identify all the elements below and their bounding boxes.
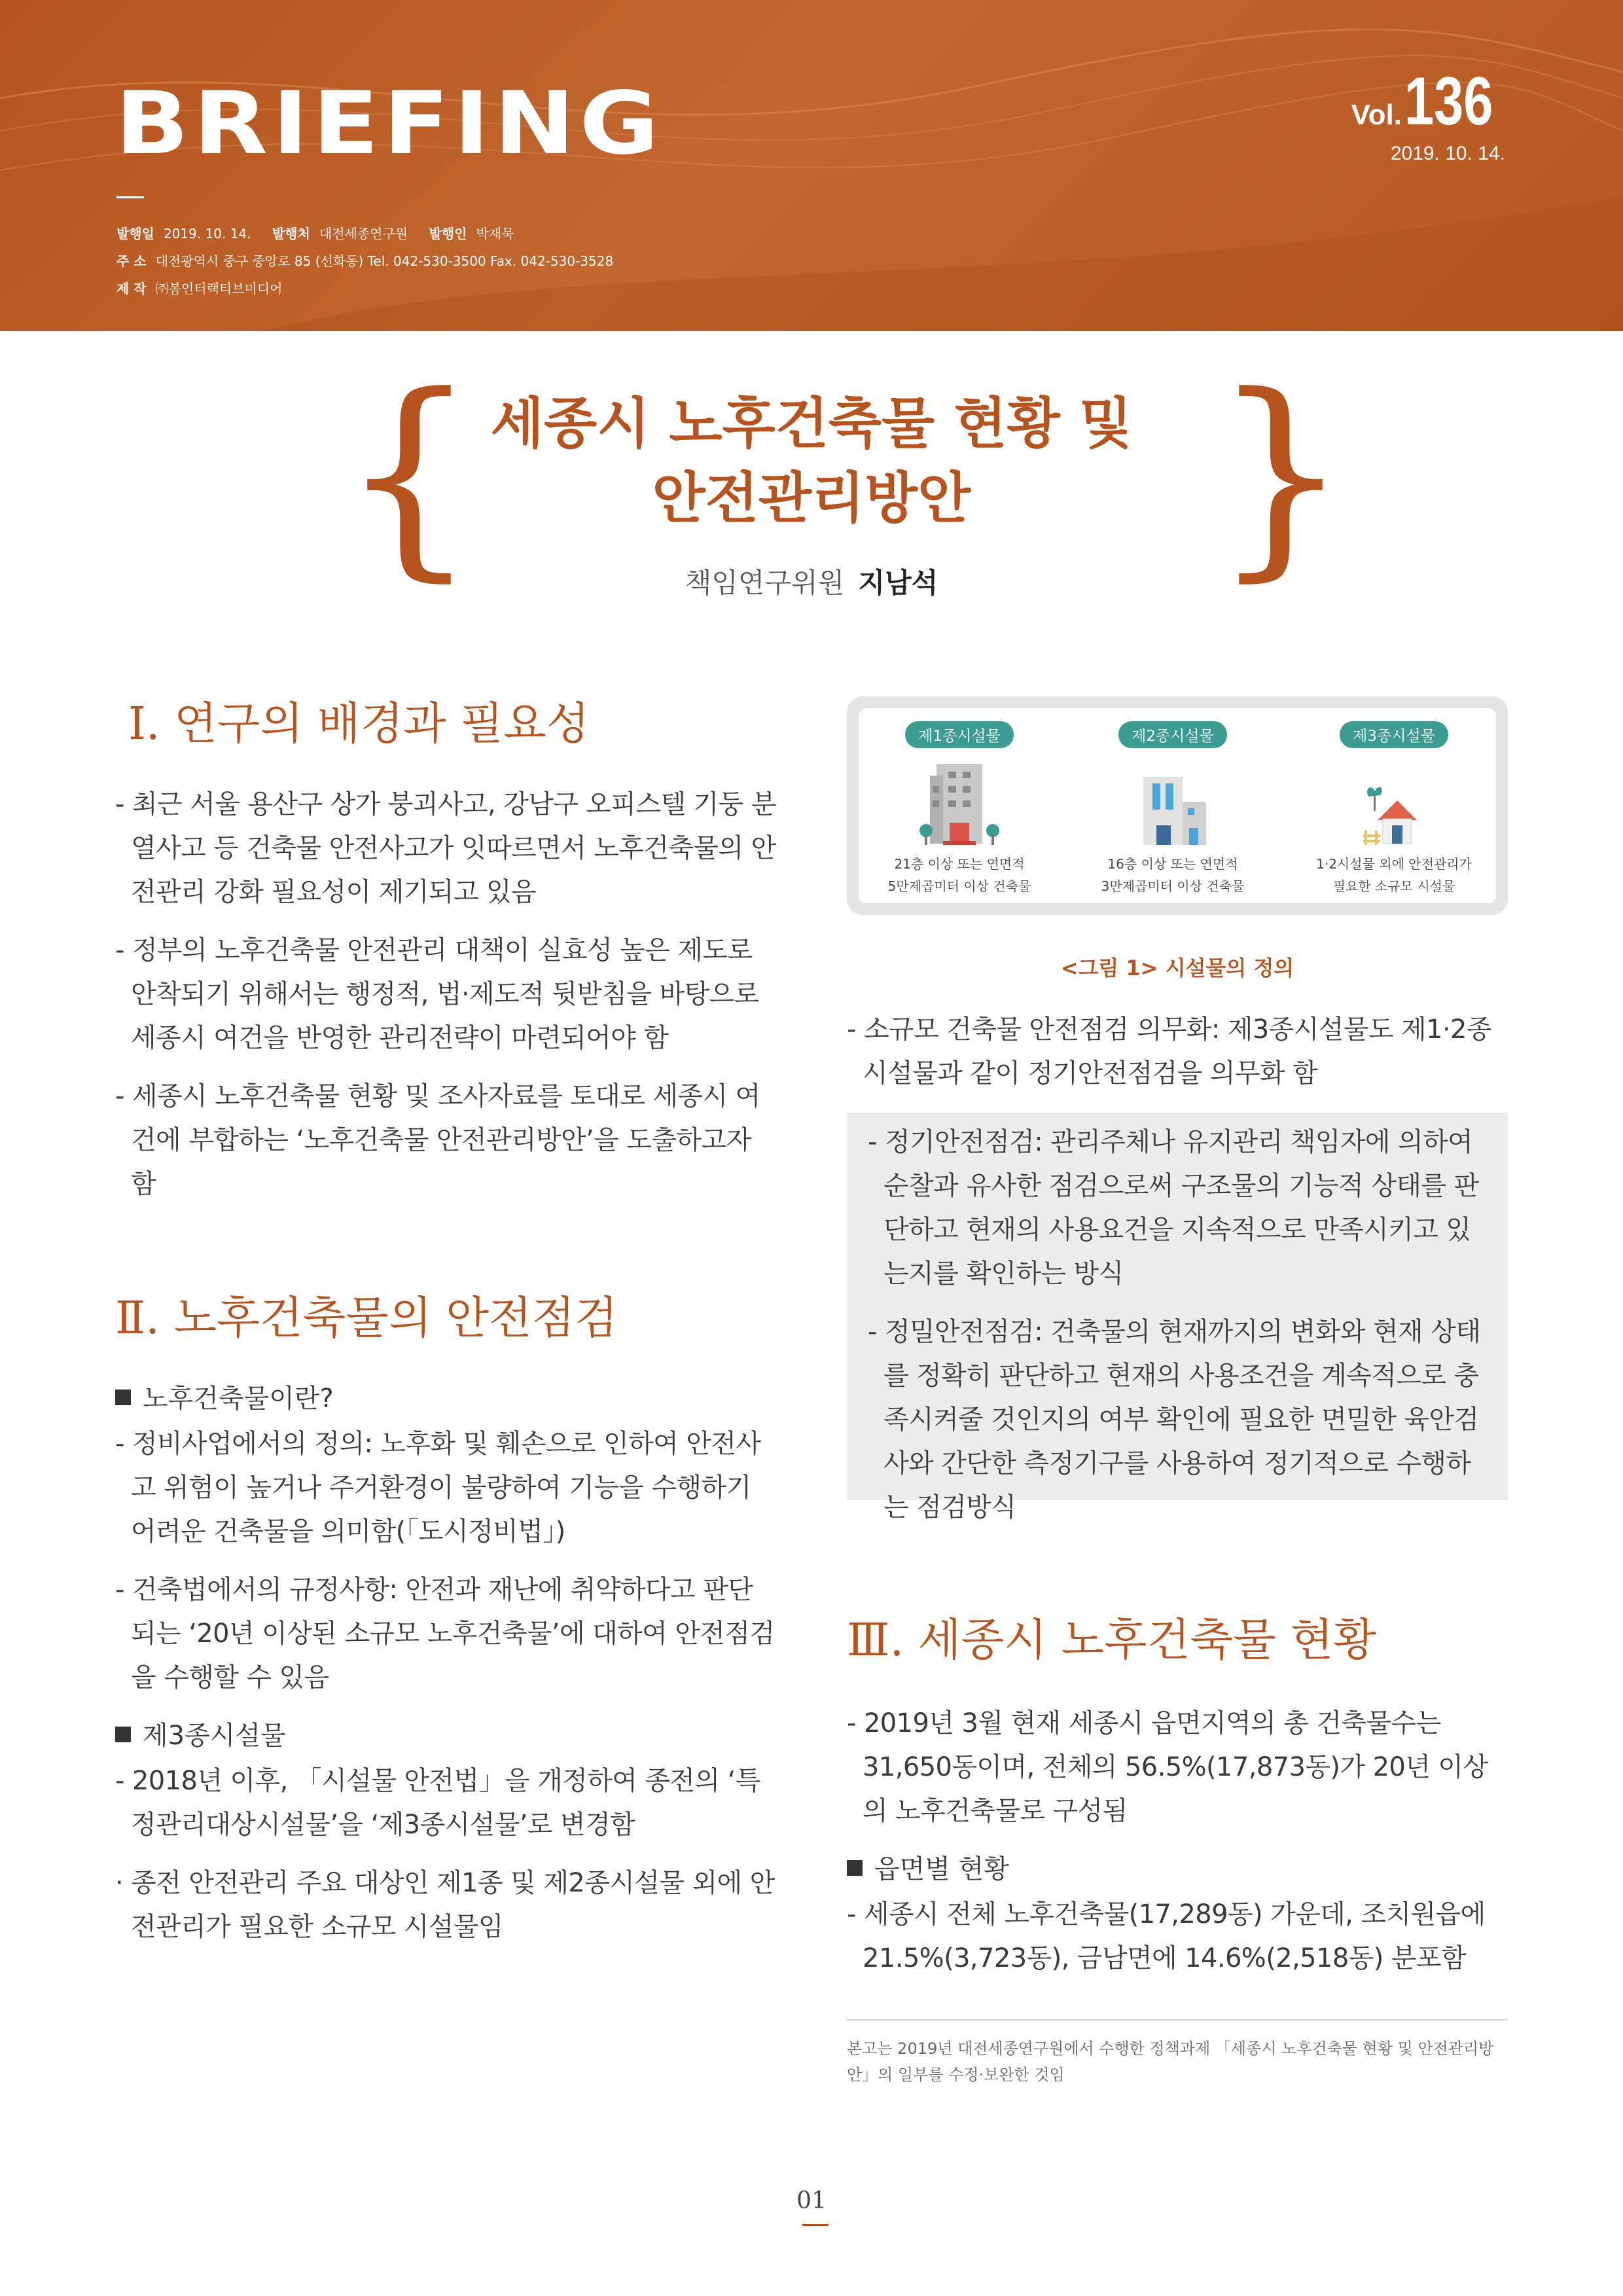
- facility-desc: 필요한 소규모 시설물: [1332, 878, 1455, 894]
- facility-tag: 제3종시설물: [1340, 721, 1448, 748]
- subheading: [847, 1848, 1508, 1892]
- inspection-definitions: [868, 1121, 1489, 1544]
- imprint-value: ㈜봄인터랙티브미디어: [155, 281, 283, 296]
- facility-definition-figure: [847, 696, 1508, 915]
- mid-building-icon: [1130, 757, 1215, 849]
- tall-building-icon: [917, 757, 1002, 849]
- facility-desc: 1·2시설물 외에 안전관리가: [1316, 856, 1472, 872]
- figure-caption: <그림 1> 시설물의 정의: [1060, 956, 1294, 980]
- inspection-mandate: [847, 1008, 1508, 1110]
- imprint-label: 발행일: [116, 226, 154, 242]
- section-1-body: [115, 783, 777, 1221]
- imprint-value: 2019. 10. 14.: [163, 226, 251, 242]
- section-2-heading: Ⅱ. 노후건축물의 안전점검: [115, 1293, 618, 1344]
- briefing-logo: BRIEFING: [115, 73, 664, 174]
- facility-desc: 5만제곱미터 이상 건축물: [887, 878, 1031, 894]
- section-3-heading: Ⅲ. 세종시 노후건축물 현황: [847, 1615, 1376, 1666]
- list-item: - 2019년 3월 현재 세종시 읍면지역의 총 건축물수는 31,650동이며, 전체의 56.5%(17,873동)가 20년 이상의 노후건축물로 구성됨: [847, 1708, 1488, 1826]
- imprint-value: 대전세종연구원: [319, 226, 408, 242]
- page-number-underline: [802, 2224, 829, 2226]
- subheading: [115, 1377, 777, 1421]
- facility-class-1: [861, 721, 1058, 897]
- author-line: [0, 562, 1623, 601]
- issue-date: 2019. 10. 14.: [1390, 143, 1505, 164]
- page-number: 01: [796, 2187, 827, 2214]
- small-house-icon: [1351, 757, 1436, 849]
- list-item: - 정기안전점검: 관리주체나 유지관리 책임자에 의하여 순찰과 유사한 점검으로써 구조물의 기능적 상태를 판단하고 현재의 사용요건을 지속적으로 만족시키고 있는지를 확인하는 방식: [868, 1127, 1479, 1289]
- footnote-divider: [847, 2019, 1508, 2020]
- title-line-2: 안전관리방안: [652, 466, 971, 530]
- facility-desc: 3만제곱미터 이상 건축물: [1101, 878, 1245, 894]
- author-name: 지남석: [858, 567, 938, 599]
- facility-desc: 16층 이상 또는 연면적: [1107, 856, 1238, 872]
- imprint-value: 대전광역시 중구 중앙로 85 (선화동) Tel. 042-530-3500 Fax. 042-530-3528: [155, 253, 614, 269]
- author-role: 책임연구위원: [685, 567, 845, 599]
- left-brace: {: [340, 349, 478, 600]
- masthead: [0, 0, 1623, 331]
- footnote: 본고는 2019년 대전세종연구원에서 수행한 정책과제 「세종시 노후건축물 현황 및 안전관리방안」의 일부를 수정·보완한 것임: [847, 2039, 1494, 2084]
- imprint-label: 발행인: [429, 226, 467, 242]
- subheading-label: 읍면별 현황: [874, 1854, 1009, 1884]
- vol-number: 136: [1404, 63, 1493, 139]
- list-item: - 소규모 건축물 안전점검 의무화: 제3종시설물도 제1·2종시설물과 같이 정기안전점검을 의무화 함: [847, 1014, 1491, 1088]
- subheading-label: 제3종시설물: [143, 1721, 286, 1751]
- facility-class-2: [1075, 721, 1271, 897]
- imprint-value: 박재묵: [476, 226, 514, 242]
- imprint-label: 주 소: [116, 253, 147, 269]
- subheading-label: 노후건축물이란?: [143, 1384, 334, 1414]
- volume-number: [1351, 63, 1505, 141]
- section-3-body: [847, 1702, 1508, 1995]
- facility-class-3: [1296, 721, 1492, 897]
- list-item: - 정비사업에서의 정의: 노후화 및 훼손으로 인하여 안전사고 위험이 높거나 주거환경이 불량하여 기능을 수행하기 어려운 건축물을 의미함(「도시정비법」): [115, 1429, 761, 1547]
- square-bullet-icon: [115, 1727, 131, 1742]
- imprint-label: 제 작: [116, 281, 147, 296]
- list-item: · 종전 안전관리 주요 대상인 제1종 및 제2종시설물 외에 안전관리가 필요한 소규모 시설물임: [115, 1868, 775, 1942]
- facility-tag: 제1종시설물: [905, 721, 1014, 748]
- vol-label: Vol.: [1351, 99, 1402, 131]
- list-item: - 최근 서울 용산구 상가 붕괴사고, 강남구 오피스텔 기둥 분열사고 등 건축물 안전사고가 잇따르면서 노후건축물의 안전관리 강화 필요성이 제기되고 있음: [115, 789, 776, 907]
- section-1-heading: Ⅰ. 연구의 배경과 필요성: [128, 698, 590, 750]
- list-item: - 2018년 이후, 「시설물 안전법」을 개정하여 종전의 ‘특정관리대상시설물’을 ‘제3종시설물’로 변경함: [115, 1766, 760, 1840]
- page-title: [366, 386, 1257, 535]
- facility-tag: 제2종시설물: [1118, 721, 1227, 748]
- figure-panel: [859, 708, 1496, 903]
- list-item: - 건축법에서의 규정사항: 안전과 재난에 취약하다고 판단되는 ‘20년 이상된 소규모 노후건축물’에 대하여 안전점검을 수행할 수 있음: [115, 1575, 775, 1693]
- square-bullet-icon: [847, 1860, 863, 1876]
- header-divider: [116, 196, 144, 198]
- subheading: [115, 1714, 777, 1758]
- facility-desc: 21층 이상 또는 연면적: [894, 856, 1025, 872]
- right-brace: }: [1212, 349, 1349, 600]
- list-item: - 정밀안전점검: 건축물의 현재까지의 변화와 현재 상태를 정확히 판단하고 현재의 사용조건을 계속적으로 충족시켜줄 것인지의 여부 확인에 필요한 면밀한 육안검사와 간단한 측정기구를 사용하여 정기적으로 수행하는 점검방식: [868, 1317, 1481, 1522]
- list-item: - 정부의 노후건축물 안전관리 대책이 실효성 높은 제도로 안착되기 위해서는 행정적, 법·제도적 뒷받침을 바탕으로 세종시 여건을 반영한 관리전략이 마련되어야 함: [115, 935, 759, 1053]
- imprint-info: [116, 220, 613, 302]
- square-bullet-icon: [115, 1390, 131, 1405]
- list-item: - 세종시 전체 노후건축물(17,289동) 가운데, 조치원읍에 21.5%(3,723동), 금남면에 14.6%(2,518동) 분포함: [847, 1899, 1486, 1973]
- list-item: - 세종시 노후건축물 현황 및 조사자료를 토대로 세종시 여건에 부합하는 ‘노후건축물 안전관리방안’을 도출하고자 함: [115, 1081, 760, 1199]
- imprint-label: 발행처: [272, 226, 310, 242]
- section-2-body: [115, 1377, 777, 1964]
- title-line-1: 세종시 노후건축물 현황 및: [490, 391, 1133, 456]
